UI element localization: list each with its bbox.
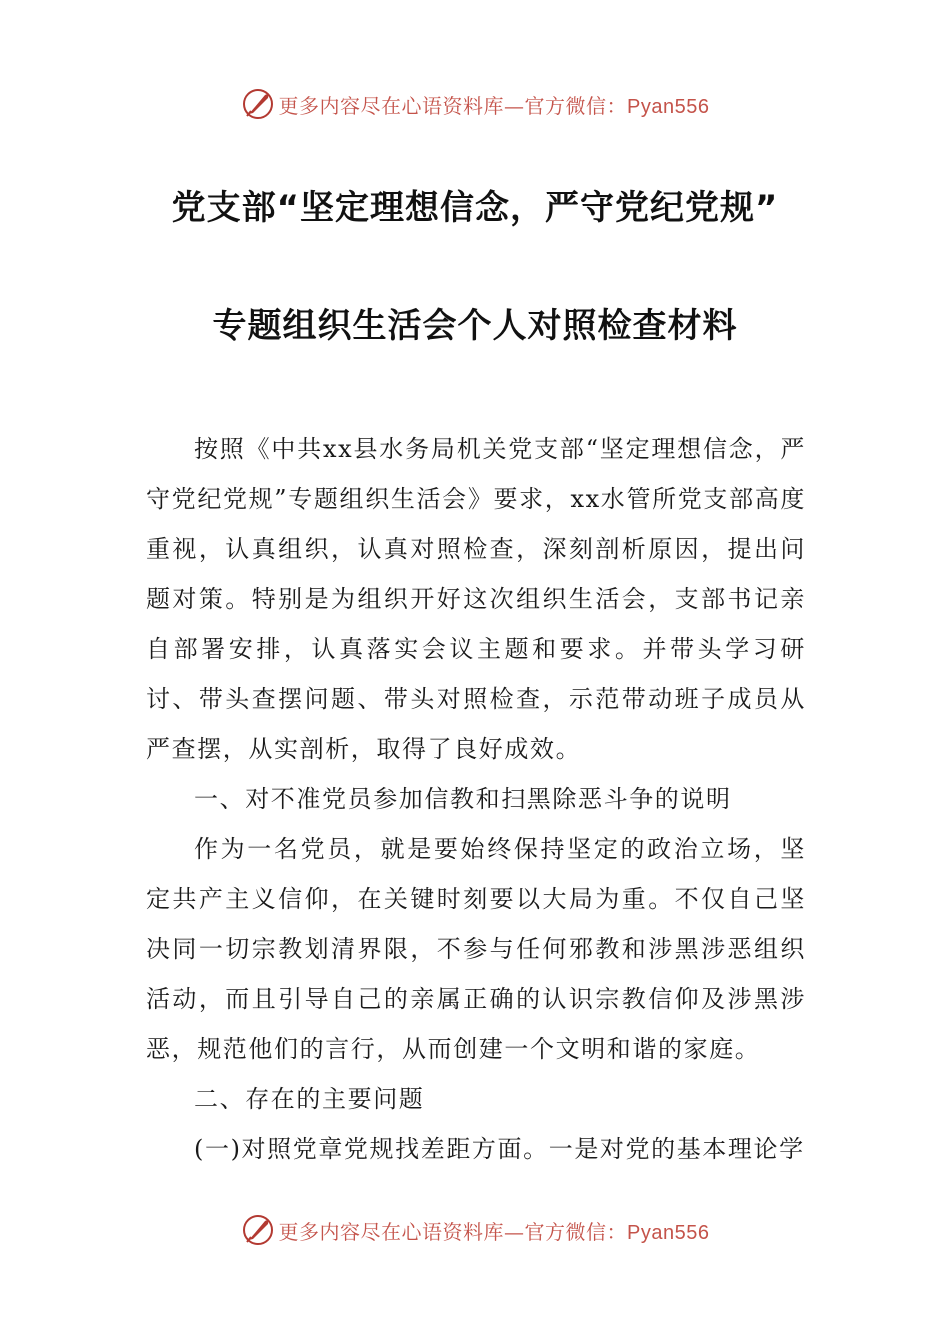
quill-logo-icon: [241, 1213, 275, 1247]
watermark-wechat-id: Pyan556: [627, 95, 710, 118]
quill-logo-icon: [241, 87, 275, 121]
watermark-text: 更多内容尽在心语资料库—官方微信：Pyan556: [278, 93, 710, 118]
paragraph-section-1: 作为一名党员，就是要始终保持坚定的政治立场，坚定共产主义信仰，在关键时刻要以大局为重。不仅自己坚决同一切宗教划清界限，不参与任何邪教和涉黑涉恶组织活动，而且引导自己的亲属正确的认识宗教信仰及涉黑涉恶，规范他们的言行，从而创建一个文明和谐的家庭。: [146, 835, 806, 1063]
paragraph-section-2-item-1: (一)对照党章党规找差距方面。一是对党的基本理论学: [194, 1135, 805, 1163]
section-heading-1: 一、对不准党员参加信教和扫黑除恶斗争的说明: [194, 785, 732, 813]
document-body: [146, 424, 806, 1174]
document-title-line-1: 党支部“坚定理想信念，严守党纪党规”: [171, 188, 779, 228]
header-watermark: [0, 84, 950, 124]
watermark-wechat-id: Pyan556: [627, 1221, 710, 1244]
document-title-line-2: 专题组织生活会个人对照检查材料: [212, 306, 738, 346]
footer-watermark: [0, 1210, 950, 1250]
watermark-text: 更多内容尽在心语资料库—官方微信：Pyan556: [278, 1219, 710, 1244]
paragraph-intro: 按照《中共xx县水务局机关党支部“坚定理想信念，严守党纪党规”专题组织生活会》要求，xx水管所党支部高度重视，认真组织，认真对照检查，深刻剖析原因，提出问题对策。特别是为组织开好这次组织生活会，支部书记亲自部署安排，认真落实会议主题和要求。并带头学习研讨、带头查摆问题、带头对照检查，示范带动班子成员从严查摆，从实剖析，取得了良好成效。: [146, 435, 806, 763]
section-heading-2: 二、存在的主要问题: [194, 1085, 425, 1113]
